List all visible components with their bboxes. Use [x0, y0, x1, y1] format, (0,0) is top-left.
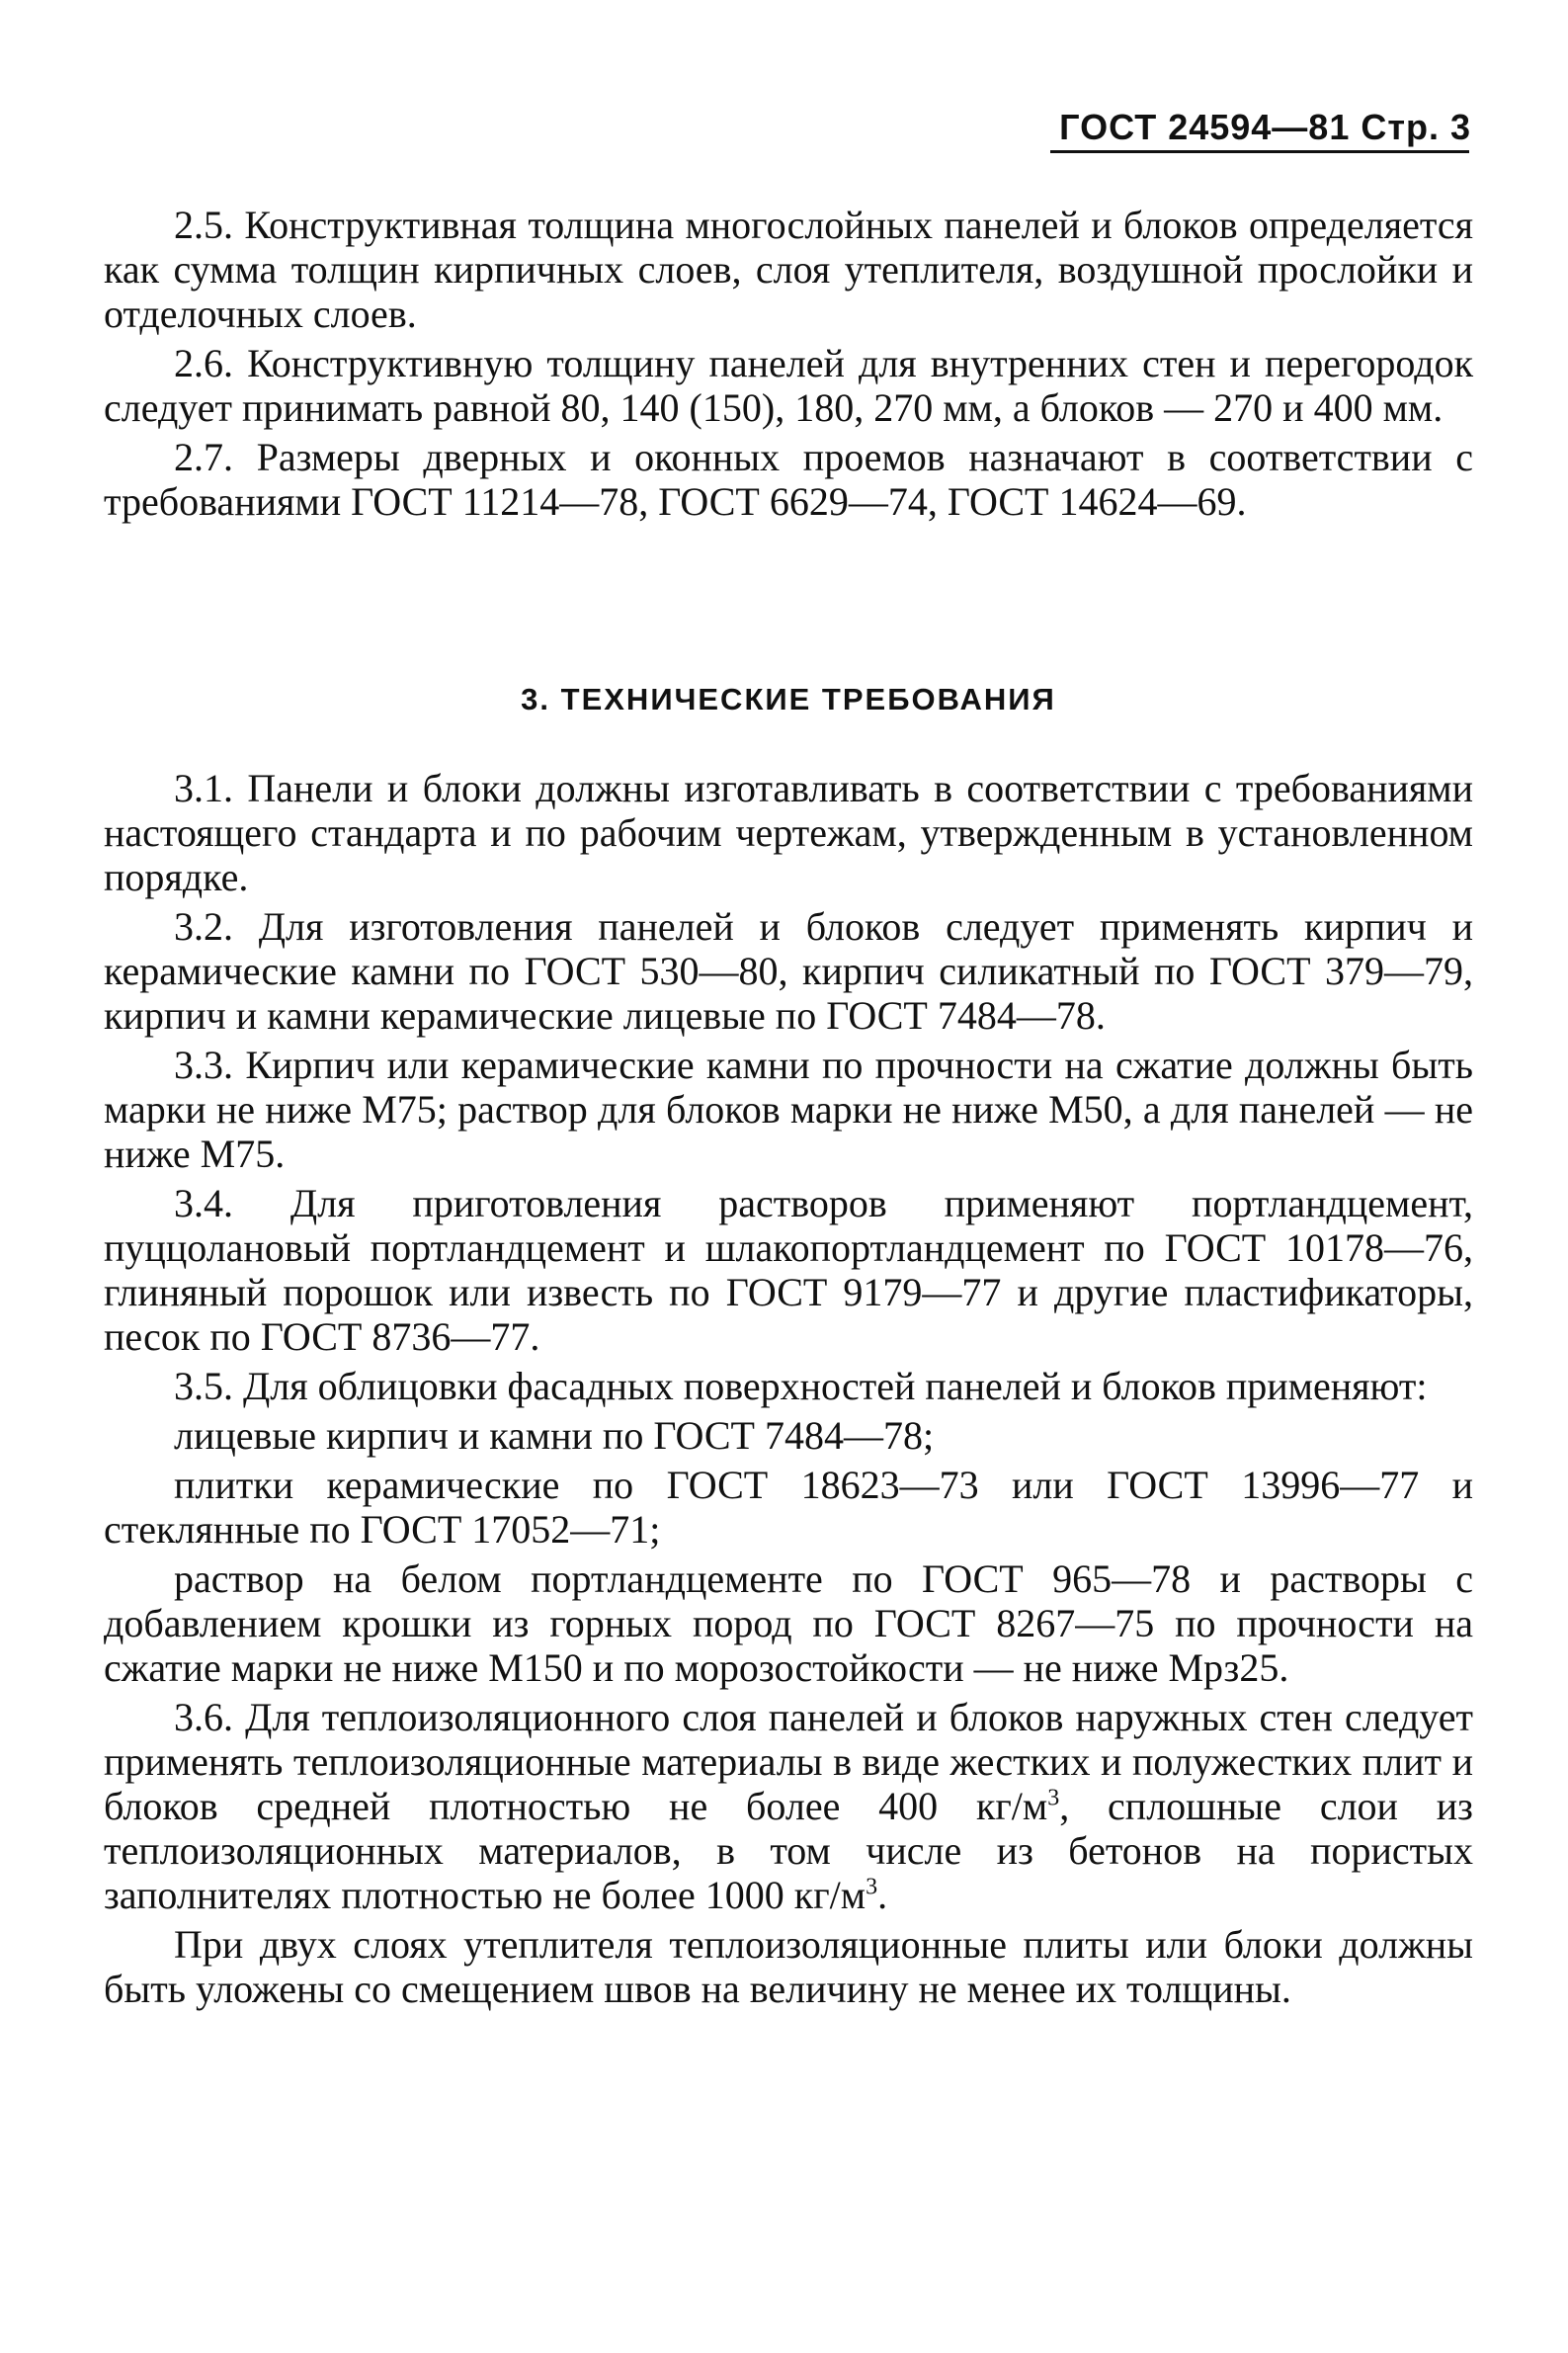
paragraph-3-5-intro: 3.5. Для облицовки фасадных поверхностей панелей и блоков применяют:: [174, 1364, 1428, 1408]
paragraph-3-3: 3.3. Кирпич или керамические камни по прочности на сжатие должны быть марки не ниже М75; раствор для блоков марки не ниже М50, а для панелей — не ниже М75.: [104, 1043, 1473, 1176]
superscript-cubed: 3: [1047, 1785, 1060, 1811]
paragraph-3-5-item-1: лицевые кирпич и камни по ГОСТ 7484—78;: [174, 1413, 935, 1458]
paragraph-2-7: 2.7. Размеры дверных и оконных проемов назначают в соответствии с требованиями ГОСТ 11214—78, ГОСТ 6629—74, ГОСТ 14624—69.: [104, 435, 1473, 524]
paragraph-3-6-part-a: 3.6. Для теплоизоляционного слоя панелей и блоков наружных стен следует применять теплоизоляционные материалы в виде жестких и полужестких плит и блоков средней плотностью не более 400 кг/м: [104, 1695, 1473, 1828]
header-rule: [1050, 150, 1469, 153]
paragraph-3-6-continuation: При двух слоях утеплителя теплоизоляционные плиты или блоки должны быть уложены со смещением швов на величину не менее их толщины.: [104, 1922, 1473, 2011]
paragraph-3-6-part-c: .: [877, 1873, 888, 1917]
paragraph-2-5: 2.5. Конструктивная толщина многослойных панелей и блоков определяется как сумма толщин кирпичных слоев, слоя утеплителя, воздушной прослойки и отделочных слоев.: [104, 203, 1473, 336]
running-header: ГОСТ 24594—81 Стр. 3: [1059, 107, 1471, 147]
paragraph-3-1: 3.1. Панели и блоки должны изготавливать в соответствии с требованиями настоящего стандарта и по рабочим чертежам, утвержденным в установленном порядке.: [104, 766, 1473, 899]
paragraph-3-4: 3.4. Для приготовления растворов применяют портландцемент, пуццолановый портландцемент и шлакопортландцемент по ГОСТ 10178—76, глиняный порошок или известь по ГОСТ 9179—77 и другие пластификаторы, песок по ГОСТ 8736—77.: [104, 1181, 1473, 1359]
section-3-heading: 3. ТЕХНИЧЕСКИЕ ТРЕБОВАНИЯ: [521, 682, 1056, 716]
section-2-body: [104, 203, 1473, 529]
superscript-cubed: 3: [866, 1874, 878, 1900]
paragraph-3-6: [104, 1695, 1473, 1917]
paragraph-3-5-item-3: раствор на белом портландцементе по ГОСТ 965—78 и растворы с добавлением крошки из горных пород по ГОСТ 8267—75 по прочности на сжатие марки не ниже М150 и по морозостойкости — не ниже Мрз25.: [104, 1556, 1473, 1690]
section-3-body: [104, 766, 1473, 2016]
paragraph-3-6-part-b: , сплошные слои из теплоизоляционных материалов, в том числе из бетонов на пористых заполнителях плотностью не более 1000 кг/м: [104, 1784, 1473, 1917]
paragraph-3-5-item-2: плитки керамические по ГОСТ 18623—73 или ГОСТ 13996—77 и стеклянные по ГОСТ 17052—71;: [104, 1463, 1473, 1552]
paragraph-3-2: 3.2. Для изготовления панелей и блоков следует применять кирпич и керамические камни по ГОСТ 530—80, кирпич силикатный по ГОСТ 379—79, кирпич и камни керамические лицевые по ГОСТ 7484—78.: [104, 904, 1473, 1038]
paragraph-2-6: 2.6. Конструктивную толщину панелей для внутренних стен и перегородок следует принимать равной 80, 140 (150), 180, 270 мм, а блоков — 270 и 400 мм.: [104, 341, 1473, 430]
